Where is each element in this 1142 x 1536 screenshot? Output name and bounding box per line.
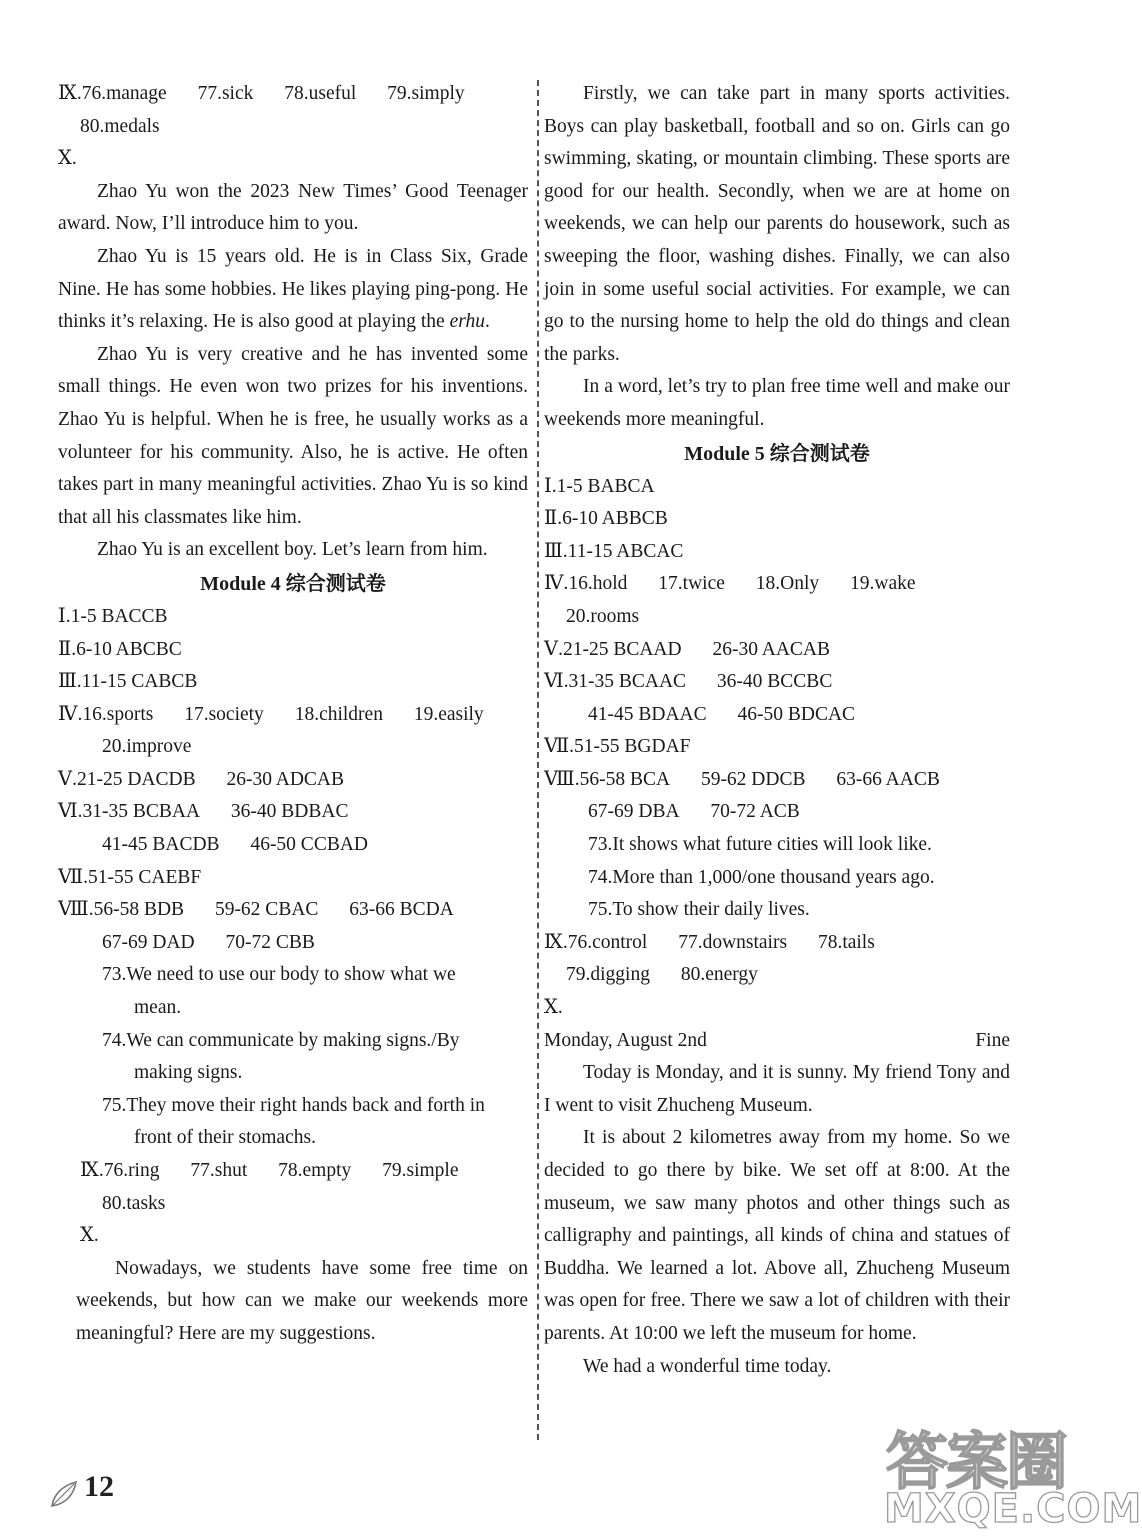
answer-item: 67-69 DAD [102, 931, 195, 953]
answer-item: 80.energy [680, 964, 758, 986]
answer-item: 70-72 ACB [710, 801, 800, 823]
answer-item: 77.sick [197, 83, 254, 104]
module-5-heading: Module 5 综合测试卷 [684, 442, 870, 465]
answer-item: 46-50 BDCAC [737, 703, 856, 725]
answer-item: 19.easily [413, 703, 484, 725]
answer-item: 18.children [294, 703, 383, 725]
answer-line-viii [544, 764, 1010, 797]
answer-line-v [58, 764, 528, 797]
answer-item: 78.empty [278, 1160, 352, 1181]
diary-weather: Fine [975, 1029, 1010, 1051]
answer-line-vi-cont [58, 829, 528, 862]
answer-item: Ⅳ.16.hold [544, 573, 628, 595]
answer-item: 26-30 AACAB [712, 638, 831, 660]
essay-paragraph: Today is Monday, and it is sunny. My friend Tony and I went to visit Zhucheng Museum. [544, 1062, 1010, 1116]
answer-line-75-cont: front of their stomachs. [134, 1127, 316, 1149]
answer-line-iv [544, 568, 1010, 601]
answer-item: 79.simply [387, 83, 465, 104]
answer-item: 17.society [184, 703, 264, 725]
answer-line-iv [58, 699, 528, 732]
answer-line-i: Ⅰ.1-5 BACCB [58, 605, 168, 627]
essay-paragraph: Zhao Yu is very creative and he has invented some small things. He even won two prizes for his inventions. Zhao Yu is helpful. When he is free, he usually works as a volunteer for his community. Also, he is active. He often takes part in many meaningful activities. Zhao Yu is so kind that all his classmates like him. [58, 343, 528, 528]
answer-line-74: 74.We can communicate by making signs./By [102, 1029, 460, 1051]
answer-line-vii: Ⅶ.51-55 BGDAF [544, 736, 691, 758]
answer-line-iv-cont: 20.rooms [566, 605, 640, 627]
answer-item: Ⅴ.21-25 DACDB [58, 768, 196, 790]
diary-header [544, 1025, 1010, 1058]
answer-item: Ⅵ.31-35 BCBAA [58, 801, 201, 823]
answer-item: 63-66 BCDA [349, 899, 454, 921]
section-label-x: Ⅹ. [544, 997, 563, 1019]
section-label-x: Ⅹ. [58, 148, 77, 170]
answer-item: 70-72 CBB [225, 931, 315, 953]
answer-line-ix-cont [544, 959, 1010, 992]
essay-text: . [484, 311, 490, 333]
answer-line-74: 74.More than 1,000/one thousand years ago. [588, 866, 935, 888]
answer-line-74-cont: making signs. [134, 1062, 243, 1084]
module-4-heading: Module 4 综合测试卷 [200, 572, 386, 595]
answer-item: Ⅳ.16.sports [58, 703, 154, 725]
right-column [544, 78, 1010, 1383]
essay-italic-word: erhu [449, 311, 485, 333]
essay-paragraph: Zhao Yu won the 2023 New Times’ Good Teenager award. Now, I’ll introduce him to you. [58, 180, 528, 235]
answer-line-ii: Ⅱ.6-10 ABCBC [58, 638, 182, 660]
watermark [878, 1412, 1142, 1536]
watermark-text-en: MXQE.COM [884, 1486, 1142, 1532]
answer-item: 46-50 CCBAD [250, 834, 368, 856]
left-column [58, 78, 528, 1351]
answer-item: 36-40 BCCBC [716, 671, 833, 693]
answer-item: 41-45 BACDB [102, 834, 220, 856]
answer-item: 17.twice [658, 573, 725, 595]
answer-item: 41-45 BDAAC [588, 703, 707, 725]
leaf-icon [48, 1476, 82, 1510]
answer-line-73-cont: mean. [134, 997, 182, 1019]
answer-line-75: 75.To show their daily lives. [588, 899, 810, 921]
page-number-badge [48, 1470, 124, 1514]
answer-line-v [544, 634, 1010, 667]
answer-item: 79.digging [566, 964, 650, 986]
page-number: 12 [84, 1470, 114, 1503]
answer-line-iii: Ⅲ.11-15 CABCB [58, 671, 198, 693]
answer-line-ix-cont: 80.tasks [102, 1192, 166, 1214]
section-label-x: Ⅹ. [80, 1225, 99, 1247]
answer-item: 19.wake [850, 573, 916, 595]
answer-line-viii-cont [58, 927, 528, 960]
essay-text: Zhao Yu is 15 years old. He is in Class Six, Grade Nine. He has some hobbies. He likes playing ping-pong. He thinks it’s relaxing. He is also good at playing the [58, 245, 528, 333]
answer-item: 78.useful [284, 83, 357, 104]
answer-item: Ⅸ.76.ring [80, 1160, 160, 1181]
answer-item: Ⅷ.56-58 BCA [544, 768, 671, 790]
answer-line-ix-cont [58, 111, 528, 144]
answer-item: 18.Only [755, 573, 820, 595]
answer-item: 26-30 ADCAB [226, 768, 345, 790]
answer-line-ii: Ⅱ.6-10 ABBCB [544, 508, 668, 530]
answer-item: Ⅴ.21-25 BCAAD [544, 638, 682, 660]
answer-item: 67-69 DBA [588, 801, 680, 823]
watermark-text-cn: 答案圈 [886, 1425, 1067, 1498]
answer-item: Ⅸ.76.control [544, 931, 648, 953]
answer-item: 77.shut [190, 1160, 248, 1181]
essay-paragraph: We had a wonderful time today. [583, 1355, 832, 1377]
answer-item: 80.medals [80, 115, 160, 137]
answer-line-iii: Ⅲ.11-15 ABCAC [544, 540, 684, 562]
answer-line-ix [544, 927, 1010, 960]
answer-item: 78.tails [817, 931, 875, 953]
essay-paragraph: Zhao Yu is an excellent boy. Let’s learn from him. [97, 539, 488, 561]
answer-line-73: 73.We need to use our body to show what we [102, 964, 456, 986]
answer-item: 59-62 DDCB [700, 768, 806, 790]
answer-line-viii-cont [544, 796, 1010, 829]
answer-line-73: 73.It shows what future cities will look like. [588, 834, 932, 856]
answer-line-viii [58, 894, 528, 927]
answer-line-vi [544, 666, 1010, 699]
answer-item: 63-66 AACB [836, 768, 940, 790]
essay-paragraph: Firstly, we can take part in many sports activities. Boys can play basketball, football and so on. Girls can go swimming, skating, or mountain climbing. These sports are good for our health. Secondly, when we are at home on weekends, we can help our parents do housework, such as sweeping the floor, washing dishes. Finally, we can also join in some useful social activities. For example, we can go to the nursing home to help the old do things and clean the parks. [544, 83, 1010, 365]
answer-line-75: 75.They move their right hands back and forth in [102, 1094, 485, 1116]
essay-paragraph: Nowadays, we students have some free time on weekends, but how can we make our weekends more meaningful? Here are my suggestions. [76, 1257, 528, 1344]
essay-paragraph: In a word, let’s try to plan free time well and make our weekends more meaningful. [544, 376, 1010, 430]
answer-item: 77.downstairs [678, 931, 788, 953]
answer-item: Ⅷ.56-58 BDB [58, 899, 185, 921]
answer-item: 36-40 BDBAC [230, 801, 349, 823]
answer-line-i: Ⅰ.1-5 BABCA [544, 475, 655, 497]
answer-line-ix [58, 78, 528, 111]
answer-item: 79.simple [382, 1160, 459, 1181]
answer-line-vi [58, 796, 528, 829]
answer-item: Ⅸ.76.manage [58, 83, 167, 104]
answer-item: 59-62 CBAC [214, 899, 319, 921]
answer-line-vi-cont [544, 699, 1010, 732]
diary-date: Monday, August 2nd [544, 1029, 707, 1051]
answer-line-ix [58, 1155, 528, 1188]
essay-paragraph [58, 241, 528, 339]
answer-line-vii: Ⅶ.51-55 CAEBF [58, 866, 202, 888]
answer-line-iv-cont: 20.improve [102, 736, 192, 758]
column-divider [537, 80, 539, 1440]
answer-item: Ⅵ.31-35 BCAAC [544, 671, 687, 693]
essay-paragraph: It is about 2 kilometres away from my home. So we decided to go there by bike. We set off at 8:00. At the museum, we saw many photos and other things such as calligraphy and paintings, all kinds of china and statues of Buddha. We learned a lot. Above all, Zhucheng Museum was open for free. There we saw a lot of children with their parents. At 10:00 we left the museum for home. [544, 1127, 1010, 1344]
